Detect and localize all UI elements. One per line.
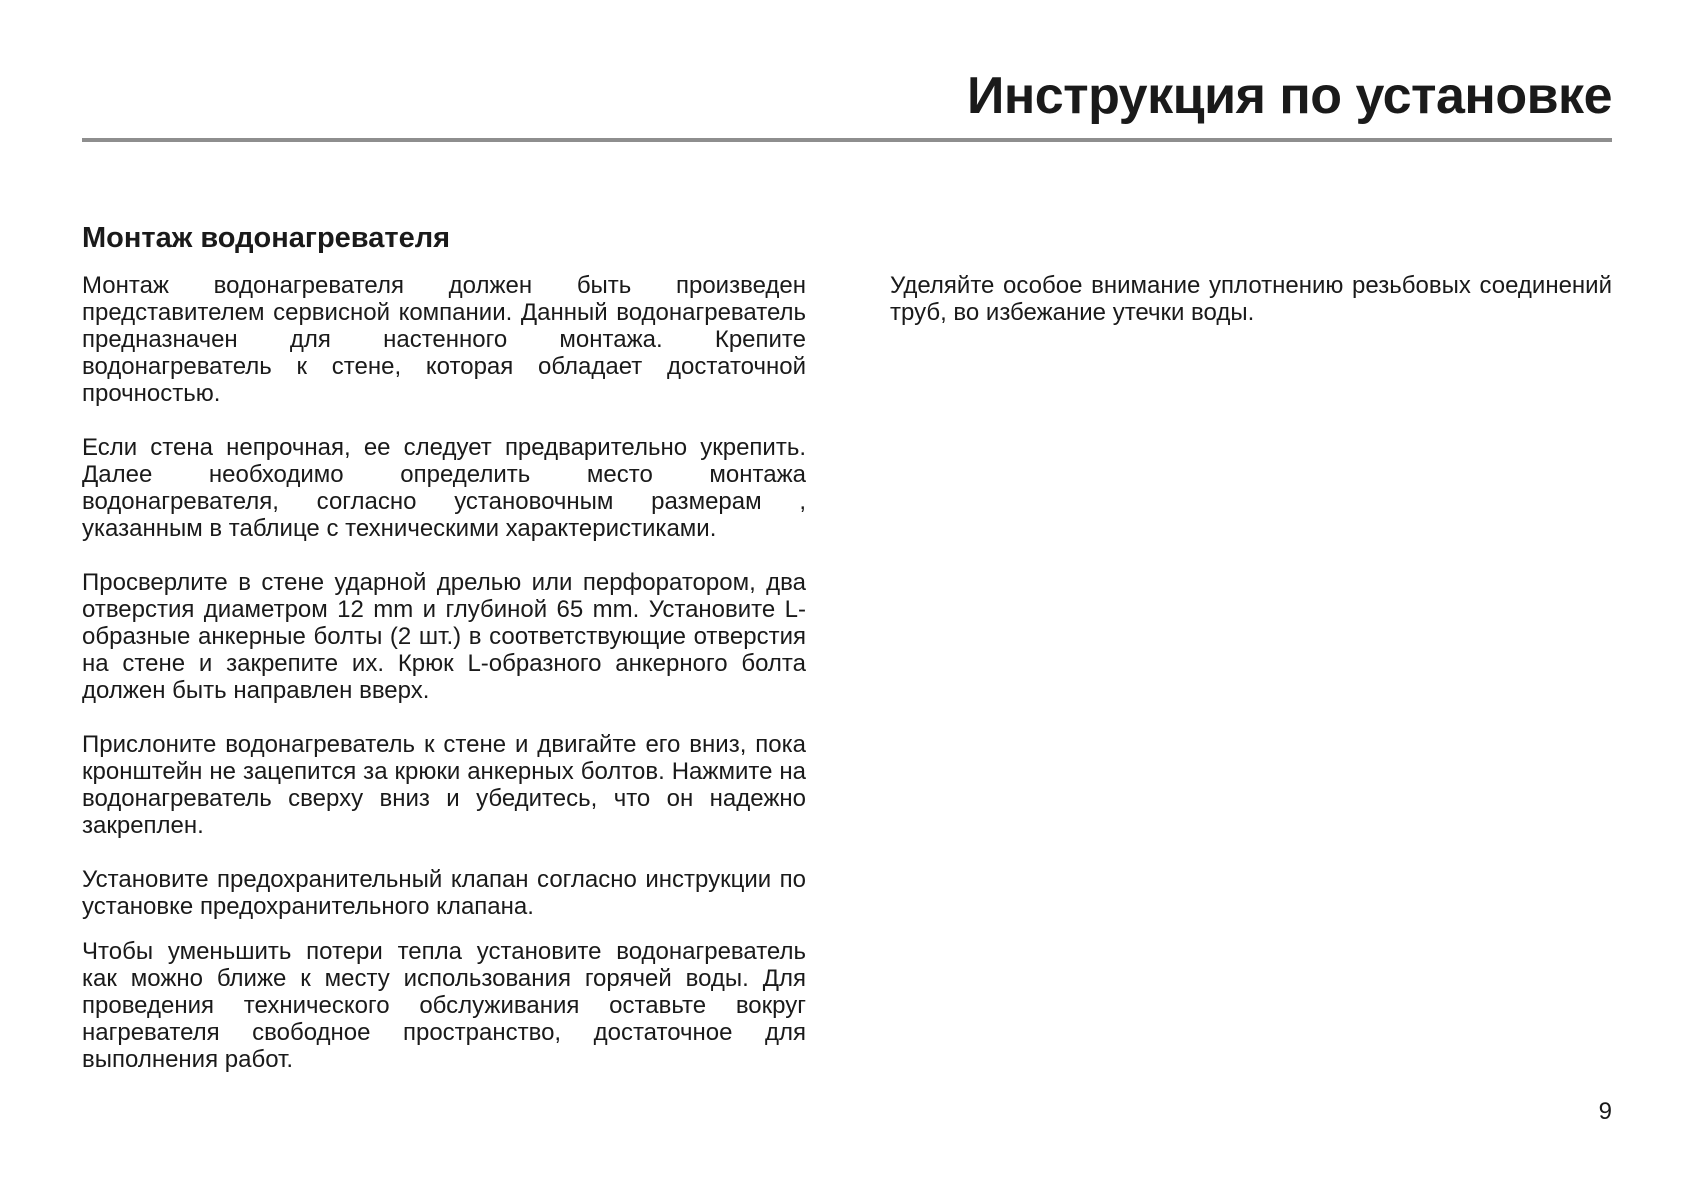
paragraph-thread-sealing: Уделяйте особое внимание уплотнению резьбовых соединений труб, во избежание утечки воды. — [890, 272, 1612, 326]
paragraph-mounting: Прислоните водонагреватель к стене и двигайте его вниз, пока кронштейн не зацепится за крюки анкерных болтов. Нажмите на водонагреватель сверху вниз и убедитесь, что он надежно закреплен. — [82, 731, 806, 839]
paragraph-heat-loss: Чтобы уменьшить потери тепла установите водонагреватель как можно ближе к месту использования горячей воды. Для проведения технического обслуживания оставьте вокруг нагревателя свободное пространство, достаточное для выполнения работ. — [82, 938, 806, 1073]
paragraph-wall-strength: Если стена непрочная, ее следует предварительно укрепить. Далее необходимо определить место монтажа водонагревателя, согласно установочным размерам , указанным в таблице с техническими характеристиками. — [82, 434, 806, 542]
page-number: 9 — [1598, 1098, 1612, 1125]
paragraph-safety-valve: Установите предохранительный клапан согласно инструкции по установке предохранительного клапана. — [82, 866, 806, 920]
section-heading: Монтаж водонагревателя — [82, 222, 451, 254]
right-column — [890, 272, 1612, 326]
paragraph-service-company: Монтаж водонагревателя должен быть произведен представителем сервисной компании. Данный водонагреватель предназначен для настенного монтажа. Крепите водонагреватель к стене, которая обладает достаточной прочностью. — [82, 272, 806, 407]
left-column — [82, 218, 806, 1073]
header-divider — [82, 138, 1612, 142]
page-title: Инструкция по установке — [966, 67, 1612, 125]
paragraph-drilling: Просверлите в стене ударной дрелью или перфоратором, два отверстия диаметром 12 mm и глубиной 65 mm. Установите L-образные анкерные болты (2 шт.) в соответствующие отверстия на стене и закрепите их. Крюк L-образного анкерного болта должен быть направлен вверх. — [82, 569, 806, 704]
